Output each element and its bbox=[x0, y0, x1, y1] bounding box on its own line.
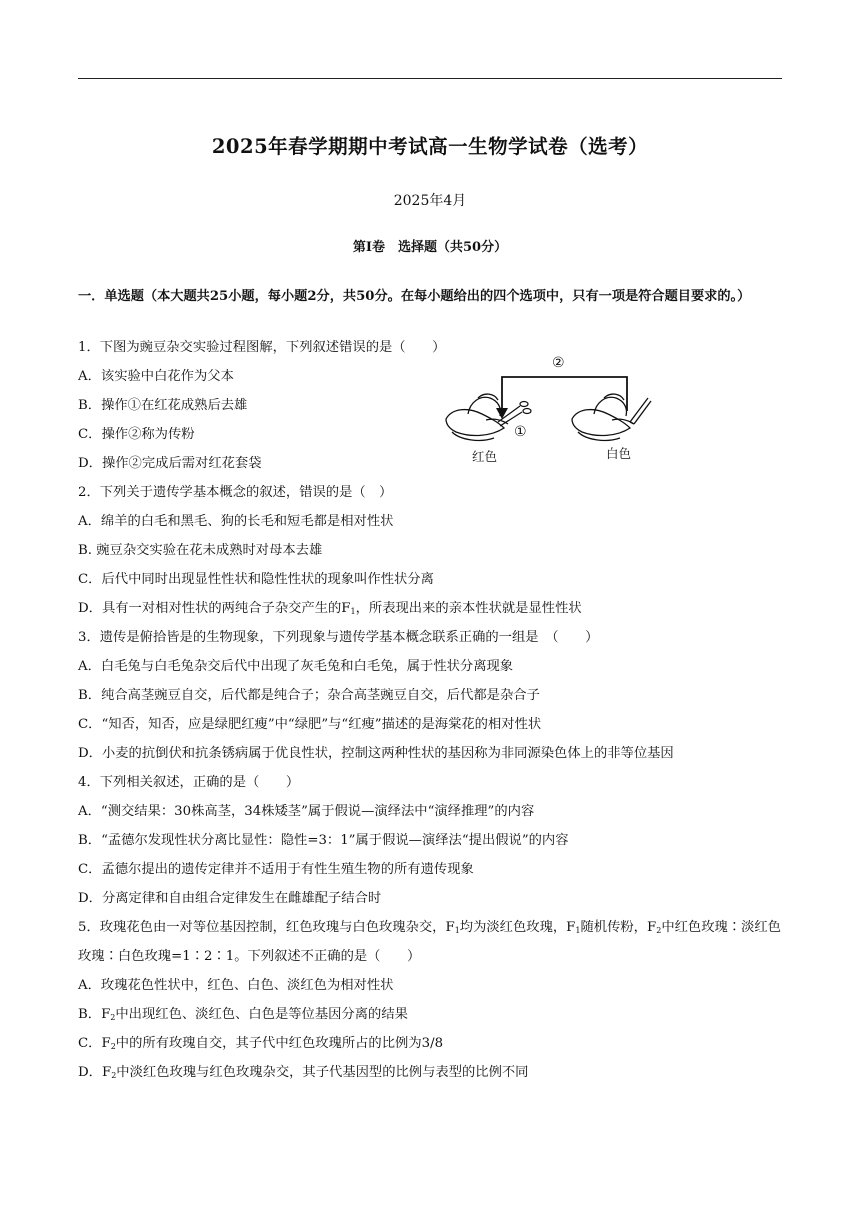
q3-option-c: C．“知否，知否，应是绿肥红瘦”中“绿肥”与“红瘦”描述的是海棠花的相对性状 bbox=[78, 717, 542, 732]
q4-option-b: B．“孟德尔发现性状分离比显性：隐性=3：1”属于假说—演绎法“提出假说”的内容 bbox=[78, 833, 569, 848]
q1-option-d: D．操作②完成后需对红花套袋 bbox=[78, 456, 262, 471]
q5-option-c: C．$F_2$中的所有玫瑰自交，其子代中红色玫瑰所占的比例为3/8 bbox=[78, 1036, 444, 1051]
figure-label-step2: ② bbox=[552, 355, 565, 371]
q5-stem: 5．玫瑰花色由一对等位基因控制，红色玫瑰与白色玫瑰杂交，$F_1$均为淡红色玫瑰，$F_1$随机传粉，$F_2$中红色玫瑰∶淡红色玫瑰∶白色玫瑰=1∶2∶1。下列叙述不正确的是（ ） bbox=[78, 920, 781, 964]
header-rule bbox=[78, 78, 782, 79]
q3-option-b: B．纯合高茎豌豆自交，后代都是纯合子；杂合高茎豌豆自交，后代都是杂合子 bbox=[78, 688, 540, 703]
q5-option-d: D．$F_2$中淡红色玫瑰与红色玫瑰杂交，其子代基因型的比例与表型的比例不同 bbox=[78, 1065, 529, 1080]
section-heading: 第Ⅰ卷 选择题（共50分） bbox=[352, 240, 508, 255]
figure-label-white: 白色 bbox=[606, 446, 632, 461]
exam-date: 2025年4月 bbox=[393, 193, 467, 209]
q4-option-a: A．“测交结果：30株高茎，34株矮茎”属于假说—演绎法中“演绎推理”的内容 bbox=[78, 804, 535, 819]
q4-stem: 4．下列相关叙述，正确的是（ ） bbox=[78, 775, 300, 790]
q1-option-b: B．操作①在红花成熟后去雄 bbox=[78, 398, 248, 413]
q2-stem: 2．下列关于遗传学基本概念的叙述，错误的是（ ） bbox=[78, 485, 393, 500]
white-flower-icon bbox=[572, 394, 634, 440]
figure-label-step1: ① bbox=[514, 424, 527, 440]
q3-stem: 3．遗传是俯拾皆是的生物现象，下列现象与遗传学基本概念联系正确的一组是 （ ） bbox=[78, 630, 599, 645]
q1-option-c: C．操作②称为传粉 bbox=[78, 427, 195, 442]
q2-option-d: D．具有一对相对性状的两纯合子杂交产生的$F_1$，所表现出来的亲本性状就是显性性状 bbox=[78, 601, 582, 616]
arrow-head-icon bbox=[496, 408, 508, 419]
q2-option-c: C．后代中同时出现显性性状和隐性性状的现象叫作性状分离 bbox=[78, 572, 434, 587]
q4-option-c: C．孟德尔提出的遗传定律并不适用于有性生殖生物的所有遗传现象 bbox=[78, 862, 474, 877]
figure-label-red: 红色 bbox=[472, 449, 498, 464]
q1-stem: 1．下图为豌豆杂交实验过程图解，下列叙述错误的是（ ） bbox=[78, 340, 446, 355]
q2-option-b: B. 豌豆杂交实验在花未成熟时对母本去雄 bbox=[78, 543, 323, 558]
q1-option-a: A．该实验中白花作为父本 bbox=[78, 369, 234, 384]
q5-option-a: A．玫瑰花色性状中，红色、白色、淡红色为相对性状 bbox=[78, 978, 394, 993]
q2-option-a: A．绵羊的白毛和黑毛、狗的长毛和短毛都是相对性状 bbox=[78, 514, 394, 529]
q4-option-d: D．分离定律和自由组合定律发生在雌雄配子结合时 bbox=[78, 891, 382, 906]
exam-title: 2025年春学期期中考试高一生物学试卷（选考） bbox=[211, 135, 649, 158]
pea-cross-diagram bbox=[438, 348, 682, 470]
section-instructions: 一．单选题（本大题共25小题，每小题2分，共50分。在每小题给出的四个选项中，只有一项是符合题目要求的。） bbox=[78, 289, 751, 304]
q3-option-d: D．小麦的抗倒伏和抗条锈病属于优良性状，控制这两种性状的基因称为非同源染色体上的非等位基因 bbox=[78, 746, 674, 761]
q3-option-a: A．白毛兔与白毛兔杂交后代中出现了灰毛兔和白毛兔，属于性状分离现象 bbox=[78, 659, 514, 674]
brush-icon bbox=[630, 398, 651, 424]
q5-option-b: B．$F_2$中出现红色、淡红色、白色是等位基因分离的结果 bbox=[78, 1007, 408, 1022]
red-flower-icon bbox=[446, 394, 508, 440]
